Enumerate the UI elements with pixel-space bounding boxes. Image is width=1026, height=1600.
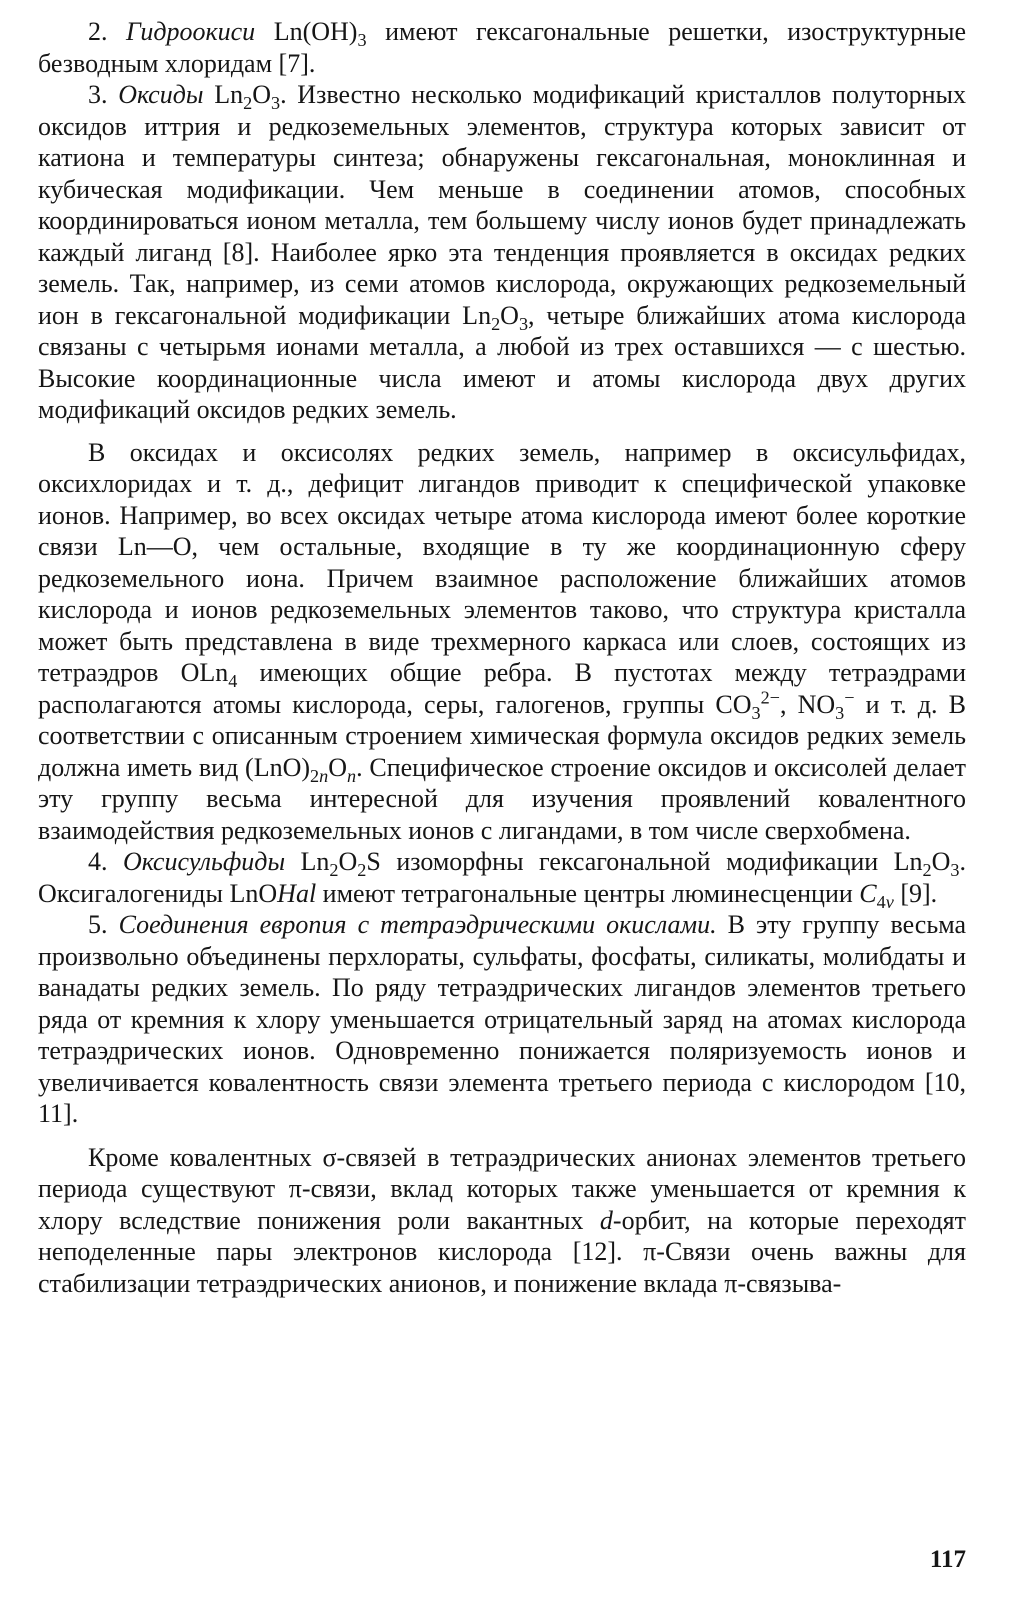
item-number: 4. xyxy=(88,847,108,876)
paragraph-text: $Ln_2O_2S$ изоморфны гексагональной модификации $Ln_2O_3$. Оксигалогениды LnOHal имеют тетрагональные центры люминесценции $C_{4v}$ [9]. xyxy=(38,847,967,912)
item-number: 2. xyxy=(88,17,108,46)
formula: $Ln_2O_3$ xyxy=(214,80,281,114)
paragraph-pi-bonds xyxy=(38,1142,966,1300)
paragraph-text: имеют гексагональные решетки, изоструктурные безводным хлоридам [7]. xyxy=(38,17,967,78)
item-heading: Гидроокиси xyxy=(126,17,256,46)
paragraph-text: Кроме ковалентных σ-связей в тетраэдрических анионах элементов третьего периода существуют π-связи, вклад которых также уменьшается от кремния к хлору вследствие понижения роли вакантных d-орбит, на которые переходят неподеленные пары электронов кислорода [12]. π-Связи очень важны для стабилизации тетраэдрических анионов, и понижение вклада π-связыва- xyxy=(38,1142,967,1298)
item-number: 5. xyxy=(88,910,108,939)
item-number: 3. xyxy=(88,80,108,109)
paragraph-text: В эту группу весьма произвольно объединены перхлораты, сульфаты, фосфаты, силикаты, молибдаты и ванадаты редких земель. По ряду тетраэдрических лигандов элементов третьего ряда от кремния к хлору уменьшается отрицательный заряд на атомах кислорода тетраэдрических ионов. Одновременно понижается поляризуемость ионов и увеличивается ковалентность связи элемента третьего периода с кислородом [10, 11]. xyxy=(38,910,967,1128)
formula: $Ln(OH)_3$ xyxy=(273,17,367,51)
page-number: 117 xyxy=(929,1546,966,1573)
paragraph-text: . Известно несколько модификаций кристаллов полуторных оксидов иттрия и редкоземельных элементов, структура которых зависит от катиона и температуры синтеза; обнаружены гексагональная, моноклинная и кубическая модификации. Чем меньше в соединении атомов, способных координироваться ионом металла, тем большему числу ионов будет принадлежать каждый лиганд [8]. Наиболее ярко эта тенденция проявляется в оксидах редких земель. Так, например, из семи атомов кислорода, окружающих редкоземельный ион в гексагональной модификации $Ln_2O_3$, четыре ближайших атома кислорода связаны с четырьмя ионами металла, а любой из трех оставшихся — с шестью. Высокие координационные числа имеют и атомы кислорода двух других модификаций оксидов редких земель. xyxy=(38,80,967,424)
item-heading: Оксисульфиды xyxy=(122,847,286,876)
paragraph-oxysalts xyxy=(38,437,966,847)
item-heading: Соединения европия с тетраэдрическими окислами. xyxy=(118,910,717,939)
paragraph-oxides xyxy=(38,79,966,426)
paragraph-oxysulfides xyxy=(38,846,967,912)
paragraph-europium-compounds xyxy=(38,909,966,1130)
paragraph-hydroxides xyxy=(38,16,966,79)
item-heading: Оксиды xyxy=(118,80,204,109)
paragraph-text: В оксидах и оксисолях редких земель, например в оксисульфидах, оксихлоридах и т. д., дефицит лигандов приводит к специфической упаковке ионов. Например, во всех оксидах четыре атома кислорода имеют более короткие связи Ln—O, чем остальные, входящие в ту же координационную сферу редкоземельного иона. Причем взаимное расположение ближайших атомов кислорода и ионов редкоземельных элементов таково, что структура кристалла может быть представлена в виде трехмерного каркаса или слоев, состоящих из тетраэдров OLn$_4$ имеющих общие ребра. В пустотах между тетраэдрами располагаются атомы кислорода, серы, галогенов, группы $CO_3^{2-}$, $NO_3^-$ и т. д. В соответствии с описанным строением химическая формула оксидов редких земель должна иметь вид $(LnO)_{2n}O_n$. Специфическое строение оксидов и оксисолей делает эту группу весьма интересной для изучения проявлений ковалентного взаимодействия редкоземельных ионов с лигандами, в том числе сверхобмена. xyxy=(38,437,966,845)
